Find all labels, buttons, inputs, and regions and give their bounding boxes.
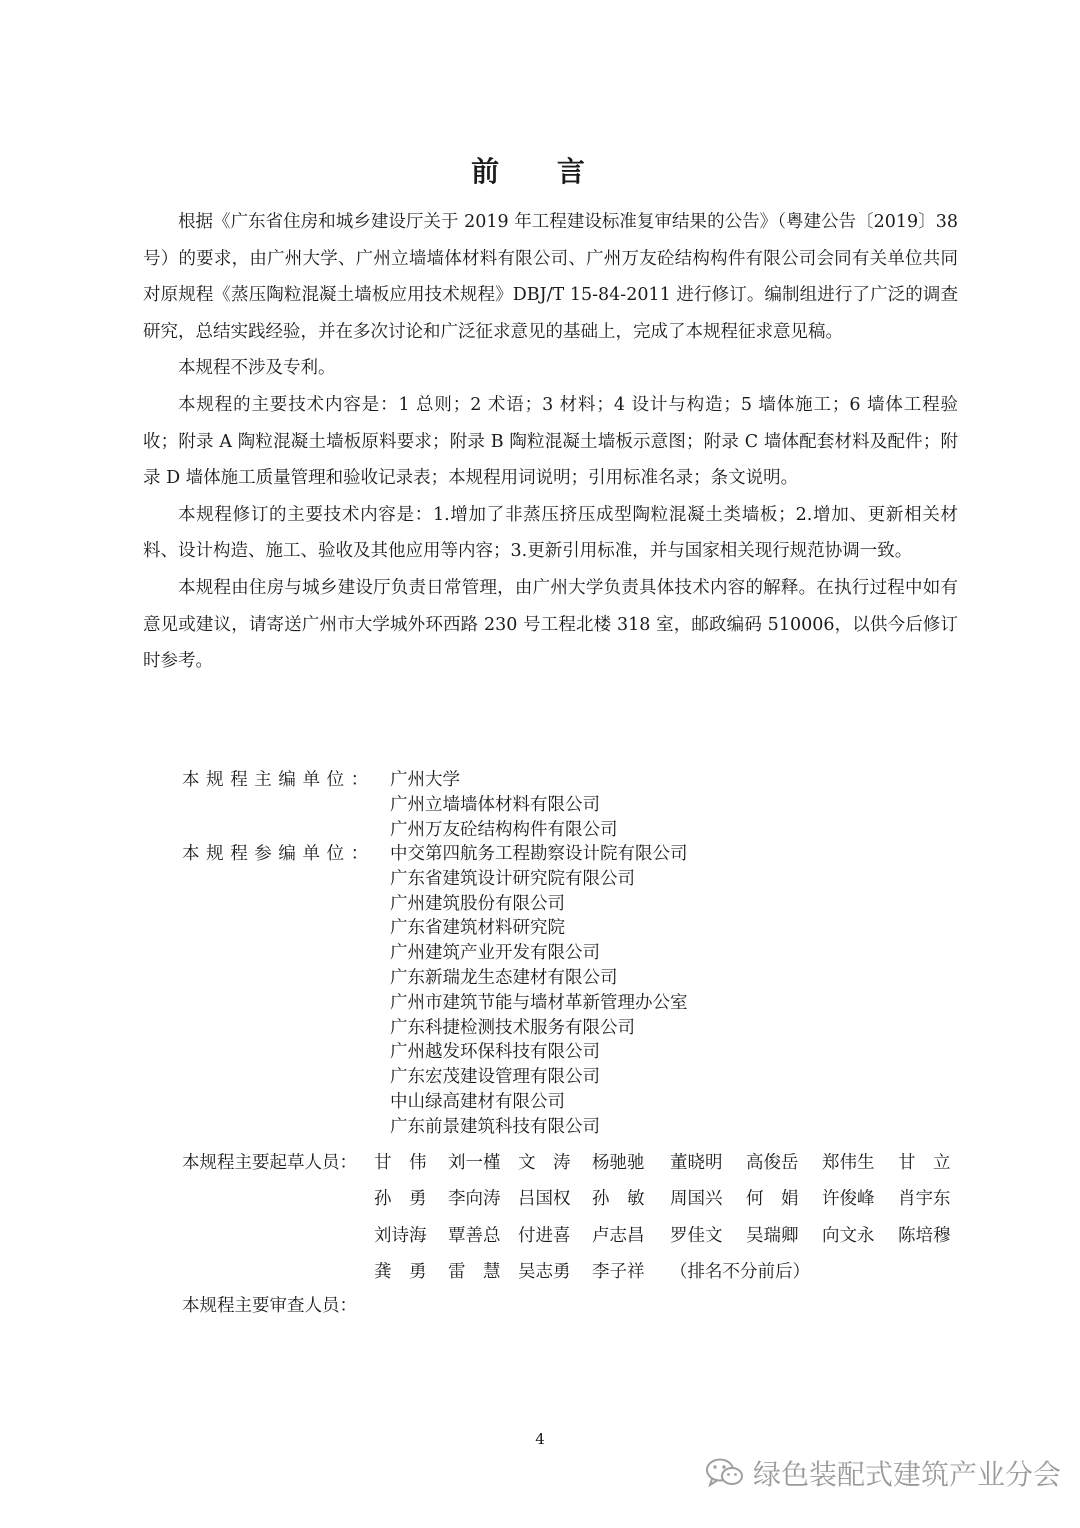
person-name: 甘 伟	[374, 1153, 427, 1173]
drafters-section	[182, 1145, 962, 1291]
person-name: 卢志昌	[592, 1225, 645, 1246]
person-name: 吴瑞卿	[746, 1225, 799, 1246]
person-name: 向文永	[822, 1225, 875, 1246]
person-name: 郑伟生	[822, 1153, 875, 1173]
wechat-icon	[705, 1456, 745, 1490]
person-name: 董晓明	[670, 1153, 723, 1173]
unit-item: 广州越发环保科技有限公司	[390, 1042, 600, 1063]
unit-item: 广州建筑股份有限公司	[390, 893, 565, 914]
paragraph: 本规程不涉及专利。	[178, 358, 336, 379]
person-name: 孙 勇	[374, 1189, 427, 1210]
person-name: 周国兴	[670, 1189, 723, 1210]
person-name: 覃善总	[448, 1225, 501, 1246]
participating-units-list	[390, 842, 688, 1140]
person-name: 甘 立	[898, 1153, 951, 1173]
paragraph: 本规程的主要技术内容是：1 总则；2 术语；3 材料；4 设计与构造；5 墙体施工；6 墙体工程验收；附录 A 陶粒混凝土墙板原料要求；附录 B 陶粒混凝土墙板示意图；附录 C 墙体配套材料及配件；附录 D 墙体施工质量管理和验收记录表；本规程用词说明；引用标准名录；条文说明。	[143, 394, 958, 489]
person-name: 高俊岳	[746, 1153, 799, 1173]
person-name: 罗佳文	[670, 1225, 723, 1246]
person-name: 许俊峰	[822, 1189, 875, 1210]
person-name: 刘诗海	[374, 1225, 427, 1246]
chief-units-section	[182, 768, 882, 842]
person-name: 吕国权	[518, 1189, 571, 1210]
person-name: 何 娟	[746, 1189, 799, 1210]
preface-body	[143, 204, 958, 680]
person-name: 陈培穆	[898, 1225, 951, 1246]
paragraph: 本规程由住房与城乡建设厅负责日常管理，由广州大学负责具体技术内容的解释。在执行过程中如有意见或建议，请寄送广州市大学城外环西路 230 号工程北楼 318 室，邮政编码 510006，以供今后修订时参考。	[143, 577, 958, 672]
unit-item: 中交第四航务工程勘察设计院有限公司	[390, 844, 688, 864]
chief-units-label: 本规程主编单位：	[182, 770, 375, 790]
person-name: 龚 勇	[374, 1262, 427, 1283]
unit-item: 广州万友砼结构构件有限公司	[390, 819, 618, 840]
person-name: 付进喜	[518, 1225, 571, 1246]
drafters-label: 本规程主要起草人员：	[182, 1153, 357, 1173]
person-name: 文 涛	[518, 1153, 571, 1173]
person-name: 杨驰驰	[592, 1153, 645, 1173]
person-name: 刘一槿	[448, 1153, 501, 1173]
unit-item: 广州市建筑节能与墙材革新管理办公室	[390, 992, 688, 1013]
unit-item: 广州建筑产业开发有限公司	[390, 943, 600, 964]
person-name: 吴志勇	[518, 1262, 571, 1283]
unit-item: 广东前景建筑科技有限公司	[390, 1116, 600, 1137]
watermark-text: 绿色装配式建筑产业分会	[753, 1458, 1062, 1491]
person-name: 孙 敏	[592, 1189, 645, 1210]
unit-item: 广州大学	[390, 770, 460, 790]
unit-item: 广东省建筑设计研究院有限公司	[390, 868, 635, 889]
reviewers-label: 本规程主要审查人员：	[182, 1296, 357, 1316]
drafters-grid	[374, 1145, 966, 1291]
unit-item: 广州立墙墙体材料有限公司	[390, 794, 600, 815]
participating-units-label: 本规程参编单位：	[182, 844, 375, 864]
chief-units-list	[390, 768, 618, 842]
person-name: 李子祥	[592, 1262, 645, 1283]
person-name: 李向涛	[448, 1189, 501, 1210]
unit-item: 广东科捷检测技术服务有限公司	[390, 1017, 635, 1038]
unit-item: 中山绿高建材有限公司	[390, 1091, 565, 1112]
page-title: 前 言	[471, 155, 609, 188]
unit-item: 广东省建筑材料研究院	[390, 918, 565, 939]
participating-units-section	[182, 842, 882, 1140]
watermark	[705, 1453, 1061, 1493]
ranking-note: （排名不分前后）	[670, 1262, 810, 1283]
unit-item: 广东宏茂建设管理有限公司	[390, 1067, 600, 1088]
unit-item: 广东新瑞龙生态建材有限公司	[390, 967, 618, 988]
paragraph: 根据《广东省住房和城乡建设厅关于 2019 年工程建设标准复审结果的公告》（粤建公告〔2019〕38 号）的要求，由广州大学、广州立墙墙体材料有限公司、广州万友砼结构构件有限公司会同有关单位共同对原规程《蒸压陶粒混凝土墙板应用技术规程》DBJ/T 15-84-2011 进行修订。编制组进行了广泛的调查研究，总结实践经验，并在多次讨论和广泛征求意见的基础上，完成了本规程征求意见稿。	[143, 212, 958, 342]
page-number: 4	[535, 1430, 545, 1448]
paragraph: 本规程修订的主要技术内容是：1.增加了非蒸压挤压成型陶粒混凝土类墙板；2.增加、更新相关材料、设计构造、施工、验收及其他应用等内容；3.更新引用标准，并与国家相关现行规范协调一致。	[143, 504, 958, 562]
person-name: 肖宇东	[898, 1189, 951, 1210]
person-name: 雷 慧	[448, 1262, 501, 1283]
